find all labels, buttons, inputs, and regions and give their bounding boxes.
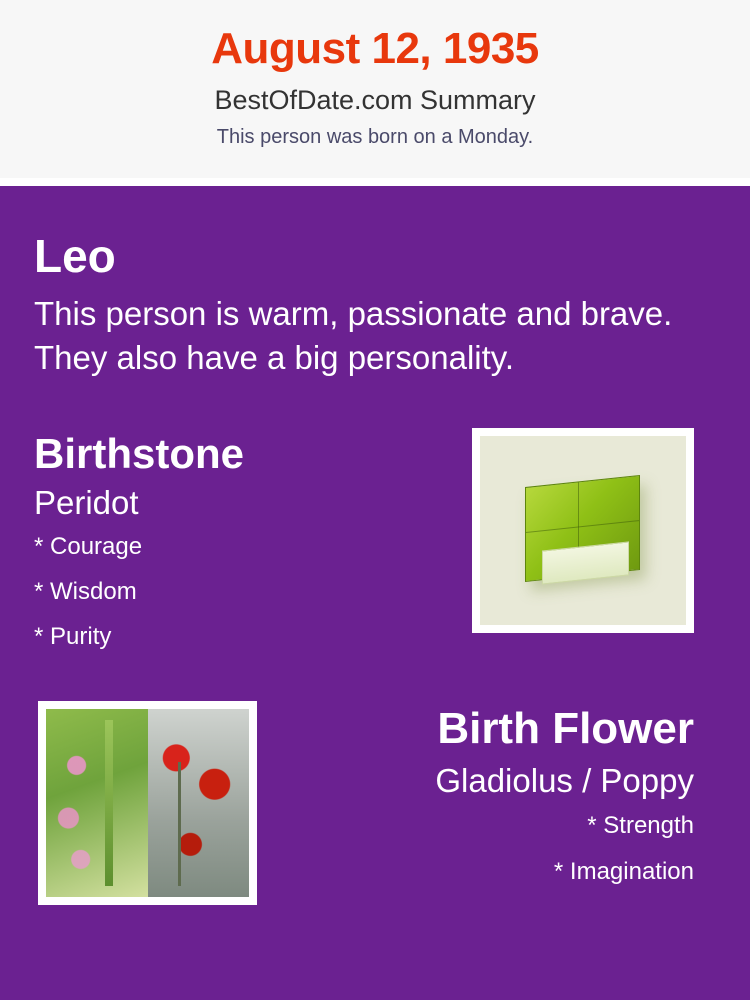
poppy-image	[148, 709, 250, 897]
born-day-text: This person was born on a Monday.	[216, 126, 534, 148]
site-summary-label: BestOfDate.com Summary	[214, 85, 536, 115]
birth-flower-heading: Birth Flower	[437, 704, 694, 753]
card-header	[0, 0, 750, 178]
gladiolus-poppy-photo	[38, 701, 257, 905]
gladiolus-image	[46, 709, 148, 897]
birth-flower-trait: * Strength	[587, 812, 694, 839]
peridot-gemstone-photo	[472, 428, 694, 633]
birth-flower-name: Gladiolus / Poppy	[435, 762, 694, 799]
header-divider	[0, 178, 750, 186]
birth-flower-section	[34, 701, 716, 911]
page-title: August 12, 1935	[211, 24, 539, 73]
birthstone-heading: Birthstone	[34, 430, 244, 477]
birthstone-trait: * Purity	[34, 623, 112, 650]
birthstone-name: Peridot	[34, 484, 139, 521]
birthstone-trait: * Wisdom	[34, 578, 137, 605]
birthstone-trait: * Courage	[34, 533, 143, 560]
birth-flower-trait: * Imagination	[553, 858, 694, 885]
zodiac-description: This person is warm, passionate and brave. They also have a big personality.	[34, 295, 673, 376]
details-panel	[0, 186, 750, 1000]
zodiac-sign-name: Leo	[34, 230, 116, 282]
birthstone-section	[34, 428, 716, 659]
